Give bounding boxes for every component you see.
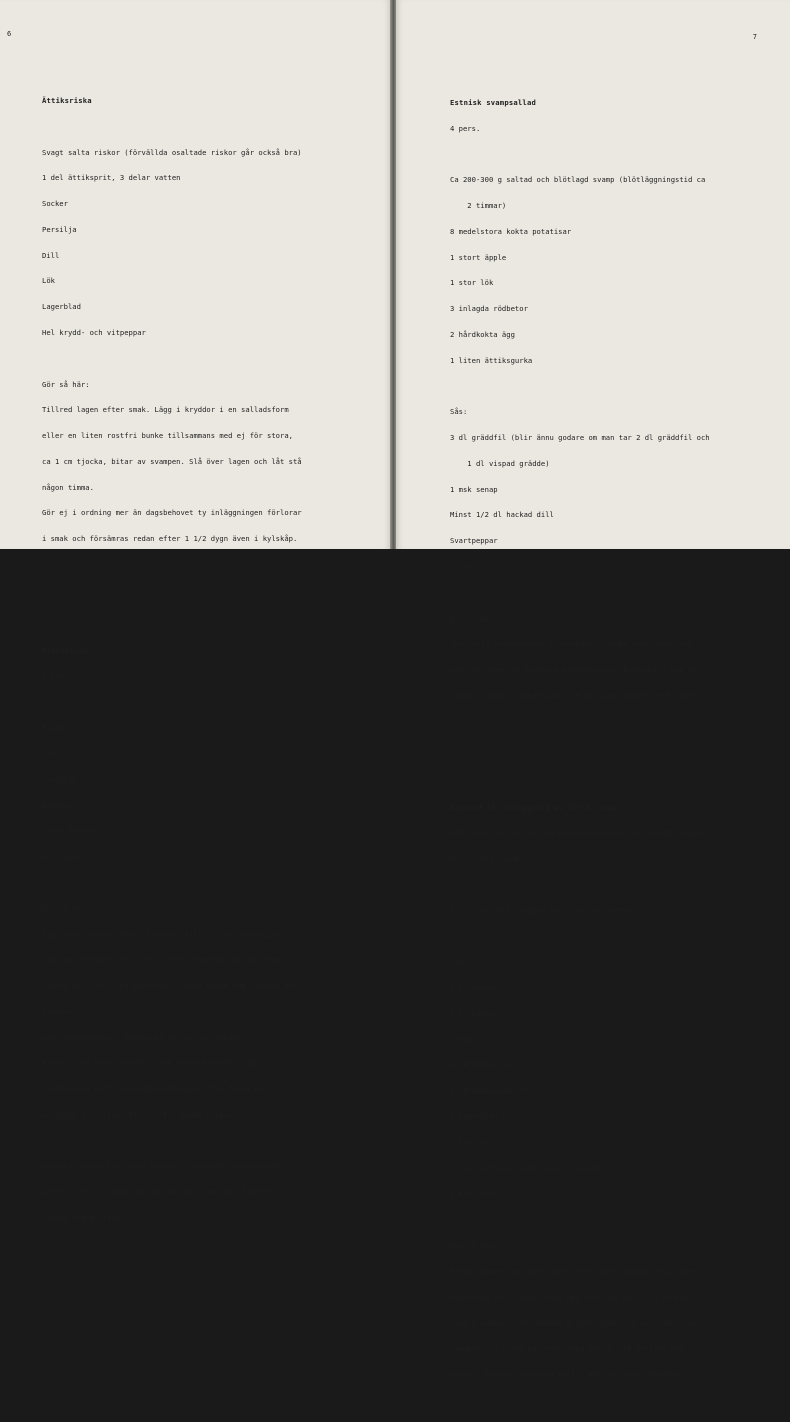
text-line: purjolök i en ring ytterst. Ev. någon peppar. <box>42 1110 237 1120</box>
ingredient-line: 1 msk senap <box>450 484 498 494</box>
ingredient-line: 3 dl gräddfil (blir ännu godare om man tar 2 dl gräddfil och <box>450 433 710 443</box>
ingredient-line: 15 kryddpepparkorn <box>450 1086 528 1096</box>
text-line: Lagerblad <box>42 302 81 312</box>
text-line: 1 del ättiksprit, 3 delar vatten <box>42 173 181 183</box>
ingredient-line: 2 tsk salt <box>450 1137 494 1147</box>
text-line: 4 pers. <box>42 671 73 681</box>
recipe-estnisk-svampsallad <box>450 82 710 718</box>
ingredient-line: Lök <box>42 749 55 759</box>
ingredient-line: Minst 1/2 dl hackad dill <box>450 510 554 520</box>
ingredient-line: Ev. peppar <box>42 852 86 862</box>
text-line: genast. Förvara burkarna kallt. Hållbar några månader. <box>450 1369 684 1379</box>
ingredient-line: 2 hårdkokta ägg <box>450 330 515 339</box>
method-label: Gör så här: <box>42 903 90 913</box>
text-line: Blanda lika delar gräddfil och Creme Fraiche. Lägg <box>42 1058 259 1068</box>
recipe-title: Marinad för inläggning av färsk svamp <box>450 802 618 812</box>
ingredient-line: 2 msk olja <box>450 1034 494 1044</box>
text-line: Lägg blandningen i mitten på ett serveringsfat. <box>42 1032 246 1042</box>
recipe-risksallad <box>42 630 302 1240</box>
text-line: Socker <box>42 199 68 209</box>
text-line: Gör ej i ordning mer än dagsbehovet ty inläggningen förlorar <box>42 508 302 518</box>
text-line: Persilja <box>42 224 77 234</box>
ingredient-line: Riskor <box>42 723 68 733</box>
ingredient-line: Svartpeppar <box>450 536 498 546</box>
ingredient-line: 3 dl vatten <box>450 1008 498 1018</box>
right-page <box>396 0 790 1379</box>
ingredient-line: Gäddfil <box>42 800 73 810</box>
ingredient-line: 2 msk socker <box>450 1189 502 1199</box>
left-column <box>42 54 302 1266</box>
ingredient-line: Ca 200-300 g saltad och blötlagd svamp (blötläggningstid ca <box>450 175 706 185</box>
text-line: eller en liten rostfri bunke tillsammans med ej för stora, <box>42 431 293 441</box>
recipe-title: Estnisk svampsallad <box>450 97 537 107</box>
page-number: 7 <box>752 33 757 41</box>
note-line: vatten som möjligt. <box>42 1213 125 1223</box>
note-line: Avkokta riskor kan också frysas in osaltade och användas i <box>42 1161 293 1171</box>
text-line: Här är ett exempel. <box>450 854 533 864</box>
note-line: grytor, pytt i panna mm. Man bör då krama ur så mycket <box>42 1187 276 1197</box>
text-line: Hel krydd- och vitpeppar <box>42 328 146 337</box>
text-line: Lägg i svampen och småkoka i ytterligare 10 min. Häll upp <box>450 1318 697 1328</box>
text-line: Skär alla ingredienser i tärningar. Vispa ihop såsen och <box>450 639 693 649</box>
recipe-attiksriska <box>42 80 302 561</box>
ingredient-line: 1 liten ättiksgurka <box>450 355 533 365</box>
sauce-label: Sås: <box>450 407 468 417</box>
ingredient-line: 1 stort äpple <box>450 252 507 262</box>
ingredient-line: 8 medelstora kokta potatisar <box>450 226 572 236</box>
brine-label: Lag: <box>450 957 468 967</box>
right-column <box>450 56 710 1422</box>
text-line: häll den över de övriga ingredienserna. Eventuellt kan man <box>450 665 701 675</box>
ingredient-line: Creme Fraiche <box>42 826 99 836</box>
recipe-title: Risksallad <box>42 645 88 655</box>
text-line: Tag riskor efter behov. Finhacka till ca 1/4 sockerbits <box>42 929 280 939</box>
ingredient-line: Purjolök <box>42 774 77 784</box>
text-line: Rensa svampen men skölj den helst inte. Blanda alla ingre- <box>450 1266 701 1276</box>
method-label: Gör så här: <box>450 613 498 623</box>
page-number: 6 <box>7 30 12 38</box>
text-line: 4 pers. <box>450 123 481 133</box>
text-line: Lök <box>42 276 55 286</box>
method-label: Gör så här: <box>450 1240 498 1250</box>
text-line: Tillred lagen efter smak. Lägg i kryddor i en salladsform <box>42 405 289 415</box>
ingredient-line: 1 stor lök <box>450 278 494 288</box>
text-line: Svagt salta riskor (förvällda osaltade riskor går också bra) <box>42 147 302 157</box>
text-line: dienserna till lagen. Koka upp och sjud den i ca 10 min. <box>450 1292 693 1302</box>
ingredient-line: 1 lagerblad <box>450 1112 498 1122</box>
ingredient-line: 3 hela vitlöksklyftor (kan uteslutas) <box>450 1163 611 1173</box>
text-line: blanda i något rödbetsspad, om salladen skulle verka torr. <box>450 690 701 700</box>
text-line: blanda. <box>42 1006 73 1016</box>
ingredient-line: 2 dl vinäger <box>450 983 502 993</box>
ingredient-line: 2 timmar) <box>450 201 507 211</box>
left-page <box>0 0 391 1223</box>
recipe-title: Ättiksriska <box>42 95 92 105</box>
text-line: 1-2 l små hela svampar (alla ätliga sorter) <box>450 905 637 915</box>
text-line: någon timma. <box>42 482 94 492</box>
text-line: Dill <box>42 250 60 260</box>
text-line: Det finns nästan lika många marinadrecept som svampplockare. <box>450 828 710 838</box>
method-label: Gör så här: <box>42 379 90 389</box>
text-line: svampen och lagen på varma rena burkar och förslut den <box>450 1344 684 1354</box>
text-line: storlek. Finhacka lök, helst charlottenlök (går bra med <box>42 955 280 965</box>
ingredient-line: 10 kryddnejlikor <box>450 1060 520 1070</box>
recipe-marinad <box>450 786 710 1396</box>
text-line: vanlig gul lök), och purjolök i samma mängd som svampen och <box>42 981 298 991</box>
text-line: i smak och försämras redan efter 1 1/2 dygn även i kylskåp. <box>42 534 298 544</box>
text-line: ca 1 cm tjocka, bitar av svampen. Slå över lagen och låt stå <box>42 456 302 466</box>
ingredient-line: Socker <box>450 562 476 572</box>
ingredient-line: 1 dl vispad grädde) <box>450 458 550 468</box>
text-line: blandningen runt om svampblandningen. Strö finhackad <box>42 1084 268 1094</box>
ingredient-line: 3 inlagda rödbetor <box>450 304 528 314</box>
